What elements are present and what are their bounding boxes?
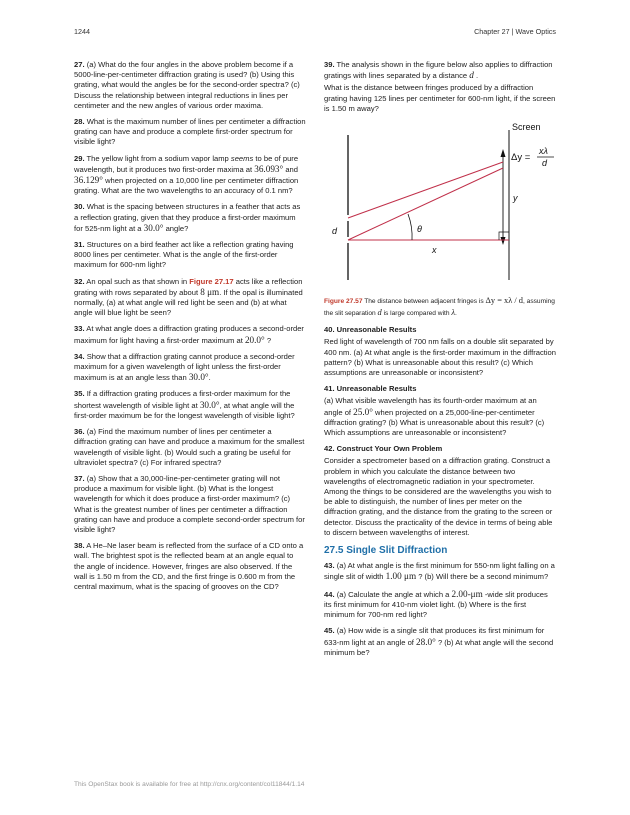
problem-40: Red light of wavelength of 700 nm falls on a double slit separated by 400 nm. (a) At what angle is the first-order maximum in the diffraction pattern? (b) What is unreasonable about this result? (c) Which assumptions are unreasonable or inconsistent? xyxy=(324,337,556,378)
equation-lhs: Δy = xyxy=(511,152,531,164)
problem-38: 38. A He–Ne laser beam is reflected from the surface of a CD onto a wall. The brightest spot is the reflected beam at an angle equal to the angle of incidence. However, fringes are also observed. If the wall is 1.50 m from the CD, and the first fringe is 0.600 m from the central maximum, what is the spacing of grooves on the CD? xyxy=(74,541,304,591)
left-column xyxy=(74,60,306,598)
equation-denominator: d xyxy=(542,158,548,169)
right-column xyxy=(324,60,556,664)
page-number: 1244 xyxy=(74,27,90,36)
problem-34: 34. Show that a diffraction grating cannot produce a second-order maximum for a given wavelength of light unless the first-order maximum is at an angle less than 30.0°. xyxy=(74,351,295,383)
problem-39: 39. The analysis shown in the figure below also applies to diffraction gratings with lines separated by a distance d . xyxy=(324,60,553,81)
problem-29: 29. The yellow light from a sodium vapor lamp seems to be of pure wavelength, but it produces two first-order maxima at 36.093° and 36.129° when projected on a 10,000 line per centimeter diffraction grating. What are the two wavelengths to an accuracy of 0.1 nm? xyxy=(74,153,299,196)
problem-39-question: What is the distance between fringes produced by a diffraction grating having 125 lines per centimeter for 600-nm light, if the screen is 1.50 m away? xyxy=(324,83,556,113)
problem-42-title: 42. Construct Your Own Problem xyxy=(324,444,443,454)
problem-30: 30. What is the spacing between structures in a feather that acts as a reflection grating, given that they produce a first-order maximum for 525-nm light at a 30.0° angle? xyxy=(74,202,301,233)
equation-numerator: xλ xyxy=(539,146,548,157)
theta-label: θ xyxy=(417,224,422,235)
footer-notice: This OpenStax book is available for free at http://cnx.org/content/col11844/1.14 xyxy=(74,781,305,788)
d-label: d xyxy=(332,226,338,237)
problem-40-title: 40. Unreasonable Results xyxy=(324,325,417,335)
problem-44: 44. (a) Calculate the angle at which a 2.00-μm -wide slit produces its first minimum for 410-nm violet light. (b) Where is the first minimum for 700-nm red light? xyxy=(324,588,548,620)
problem-45: 45. (a) How wide is a single slit that produces its first minimum for 633-nm light at an angle of 28.0° ? (b) At what angle will the second minimum be? xyxy=(324,626,554,657)
delta-y-arrowhead-top xyxy=(501,149,506,157)
screen-label: Screen xyxy=(512,122,541,133)
fringe-diagram xyxy=(324,120,556,288)
problem-41: (a) What visible wavelength has its fourth-order maximum at an angle of 25.0° when projected on a 25,000-line-per-centimeter diffraction grating? (b) What is unreasonable about this result? (c) Which assumptions are unreasonable or inconsistent? xyxy=(324,396,545,438)
problem-27: 27. (a) What do the four angles in the above problem become if a 5000-line-per-centimeter diffraction grating is used? (b) Using this grating, what would the angles be for the second-order spectra? (c) Discuss the relationship between integral reductions in lines per centimeter and the new angles of various order maxima. xyxy=(74,60,300,110)
delta-y-arrowhead-bottom xyxy=(501,237,506,245)
problem-31: 31. Structures on a bird feather act like a reflection grating having 8000 lines per centimeter. What is the angle of the first-order maximum for 600-nm light? xyxy=(74,240,294,270)
figure-link[interactable]: Figure 27.17 xyxy=(189,276,234,286)
problem-35: 35. If a diffraction grating produces a first-order maximum for the shortest wavelength of visible light at 30.0°, at what angle will the first-order maximum be for the longest wavelength of visible light? xyxy=(74,389,295,420)
problem-33: 33. At what angle does a diffraction grating produces a second-order maximum for light having a first-order maximum at 20.0° ? xyxy=(74,324,304,345)
problem-36: 36. (a) Find the maximum number of lines per centimeter a diffraction grating can have and produce a maximum for the smallest wavelength of visible light. (b) Would such a grating be useful for ultraviolet spectra? (c) For infrared spectra? xyxy=(74,427,305,467)
figure-caption: Figure 27.57 The distance between adjacent fringes is Δy = xλ / d, assuming the slit separation d is large compared with λ. xyxy=(324,296,555,318)
problem-32: 32. An opal such as that shown in Figure 27.17 acts like a reflection grating with rows separated by about 8 μm. If the opal is illuminated normally, (a) at what angle will red light be seen and (b) at what angle will blue light be seen? xyxy=(74,276,303,318)
problem-43: 43. (a) At what angle is the first minimum for 550-nm light falling on a single slit of width 1.00 μm ? (b) Will there be a second minimum? xyxy=(324,561,555,582)
problem-41-title: 41. Unreasonable Results xyxy=(324,384,417,394)
x-label: x xyxy=(432,245,437,256)
problem-37: 37. (a) Show that a 30,000-line-per-centimeter grating will not produce a maximum for visible light. (b) What is the longest wavelength for which it does produce a first-order maximum? (c) What is the greatest number of lines per centimeter a diffraction grating can have and produce a complete second-order spectrum for visible light? xyxy=(74,473,305,534)
ray-1 xyxy=(348,162,503,218)
ray-2 xyxy=(348,168,503,240)
theta-arc xyxy=(408,214,412,240)
y-label: y xyxy=(513,193,518,204)
section-title: 27.5 Single Slit Diffraction xyxy=(324,545,448,557)
problem-28: 28. What is the maximum number of lines per centimeter a diffraction grating can have and produce a complete first-order spectrum for visible light? xyxy=(74,117,306,147)
problem-42: Consider a spectrometer based on a diffraction grating. Construct a problem in which you calculate the distance between two wavelengths of electromagnetic radiation in your spectrometer. Among the things to be considered are the wavelengths you wish to be able to distinguish, the number of lines per meter on the diffraction grating, and the distance from the grating to the screen or detector. Discuss the practicality of the device in terms of being able to discern between wavelengths of interest. xyxy=(324,456,553,537)
chapter-header: Chapter 27 | Wave Optics xyxy=(474,27,556,36)
